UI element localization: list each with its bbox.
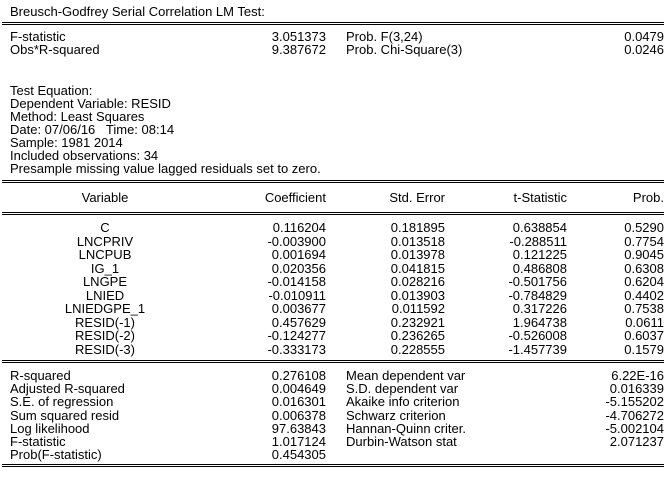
cell-variable: C: [100, 220, 110, 235]
bottom-rule: [2, 464, 664, 467]
column-header-t-statistic: t-Statistic: [513, 190, 567, 205]
stat-label: Prob(F-statistic): [10, 447, 102, 463]
stat-value: 0.276108: [271, 368, 326, 383]
summary-label: Obs*R-squared: [10, 42, 100, 57]
info-line: Sample: 1981 2014: [10, 135, 123, 150]
info-line: Method: Least Squares: [10, 109, 145, 124]
stat-label: Log likelihood: [10, 420, 90, 436]
cell-coefficient: -0.014158: [267, 274, 326, 289]
stat-label: Adjusted R-squared: [10, 381, 125, 397]
stat-value: 6.22E-16: [611, 368, 664, 383]
stat-value: 0.004649: [271, 381, 326, 397]
stat-value: 1.017124: [271, 434, 326, 449]
cell-prob: 0.1579: [624, 341, 664, 357]
stat-label: R-squared: [10, 368, 71, 383]
cell-prob: 0.6308: [624, 260, 664, 276]
stat-value: 0.006378: [271, 407, 326, 423]
cell-prob: 0.9045: [624, 247, 664, 262]
cell-prob: 0.7538: [624, 301, 664, 316]
info-line: Date: 07/06/16 Time: 08:14: [10, 122, 175, 137]
cell-coefficient: 0.020356: [271, 260, 326, 276]
info-line: Presample missing value lagged residuals set to zero.: [10, 161, 321, 176]
cell-prob: 0.7754: [624, 233, 664, 249]
stat-label: Sum squared resid: [10, 407, 120, 423]
cell-coefficient: -0.010911: [268, 287, 326, 303]
cell-coefficient: 0.003677: [271, 301, 326, 316]
cell-std-error: 0.013903: [390, 287, 445, 303]
cell-std-error: 0.228555: [390, 341, 445, 357]
cell-t-statistic: 0.638854: [512, 220, 567, 235]
column-header-coefficient: Coefficient: [264, 190, 326, 205]
cell-std-error: 0.181895: [390, 220, 445, 235]
info-line: Dependent Variable: RESID: [10, 96, 171, 111]
cell-std-error: 0.232921: [390, 314, 445, 330]
cell-prob: 0.6204: [624, 274, 664, 289]
test-title: Breusch-Godfrey Serial Correlation LM Test:: [10, 4, 265, 19]
stat-value: 0.016339: [609, 381, 664, 397]
header-bottom-rule: [2, 212, 664, 215]
cell-prob: 0.5290: [624, 220, 664, 235]
cell-coefficient: -0.124277: [267, 328, 326, 343]
cell-t-statistic: 0.121225: [512, 247, 567, 262]
info-line: Included observations: 34: [10, 148, 159, 163]
column-header-prob: Prob.: [632, 190, 664, 205]
cell-coefficient: 0.457629: [271, 314, 326, 330]
cell-prob: 0.4402: [624, 287, 664, 303]
cell-variable: RESID(-3): [75, 341, 135, 357]
cell-t-statistic: 0.486808: [512, 260, 567, 276]
cell-std-error: 0.011592: [391, 301, 445, 316]
cell-t-statistic: -0.288511: [509, 233, 567, 249]
stat-label: Mean dependent var: [346, 368, 466, 383]
cell-variable: RESID(-1): [75, 314, 135, 330]
cell-std-error: 0.236265: [390, 328, 445, 343]
stat-label: S.D. dependent var: [346, 381, 459, 397]
cell-std-error: 0.013518: [390, 233, 445, 249]
top-rule: [2, 22, 664, 25]
cell-coefficient: 0.116204: [272, 220, 326, 235]
cell-prob: 0.0611: [625, 314, 664, 330]
summary-value: 3.051373: [271, 29, 326, 44]
cell-coefficient: -0.003900: [267, 233, 326, 249]
summary-prob-label: Prob. Chi-Square(3): [346, 42, 463, 57]
cell-prob: 0.6037: [624, 328, 664, 343]
cell-variable: LNCPUB: [78, 247, 132, 262]
stat-value: 2.071237: [609, 434, 664, 449]
cell-variable: LNIEDGPE_1: [64, 301, 146, 316]
cell-std-error: 0.028216: [390, 274, 445, 289]
cell-variable: RESID(-2): [75, 328, 135, 343]
stat-label: Akaike info criterion: [346, 394, 460, 410]
cell-coefficient: -0.333173: [267, 341, 326, 357]
cell-t-statistic: -0.784829: [508, 287, 567, 303]
cell-std-error: 0.041815: [390, 260, 445, 276]
summary-prob-label: Prob. F(3,24): [346, 29, 423, 44]
stats-top-rule: [2, 360, 664, 363]
stat-value: -5.155202: [605, 394, 664, 410]
summary-prob-value: 0.0479: [624, 29, 664, 44]
column-header-variable: Variable: [81, 190, 129, 205]
info-line: Test Equation:: [10, 83, 93, 98]
summary-label: F-statistic: [10, 29, 66, 44]
cell-t-statistic: -1.457739: [508, 341, 567, 357]
cell-t-statistic: -0.526008: [508, 328, 567, 343]
cell-t-statistic: 1.964738: [512, 314, 567, 330]
cell-variable: IG_1: [90, 260, 120, 276]
stat-value: -4.706272: [605, 407, 664, 423]
stat-value: -5.002104: [605, 420, 664, 436]
cell-std-error: 0.013978: [390, 247, 445, 262]
header-top-rule: [2, 180, 664, 183]
cell-t-statistic: -0.501756: [508, 274, 567, 289]
cell-variable: LNCPRIV: [76, 233, 134, 249]
summary-value: 9.387672: [271, 42, 326, 57]
summary-prob-value: 0.0246: [624, 42, 664, 57]
column-header-std-error: Std. Error: [389, 190, 445, 205]
stat-value: 0.016301: [271, 394, 326, 410]
stat-value: 97.63843: [271, 420, 326, 436]
stat-label: Durbin-Watson stat: [346, 434, 457, 449]
cell-variable: LNGPE: [82, 274, 128, 289]
cell-variable: LNIED: [85, 287, 125, 303]
stat-label: Hannan-Quinn criter.: [346, 420, 466, 436]
stat-label: S.E. of regression: [10, 394, 114, 410]
stat-value: 0.454305: [271, 447, 326, 463]
cell-t-statistic: 0.317226: [512, 301, 567, 316]
cell-coefficient: 0.001694: [271, 247, 326, 262]
stat-label: F-statistic: [10, 434, 66, 449]
stat-label: Schwarz criterion: [346, 407, 446, 423]
